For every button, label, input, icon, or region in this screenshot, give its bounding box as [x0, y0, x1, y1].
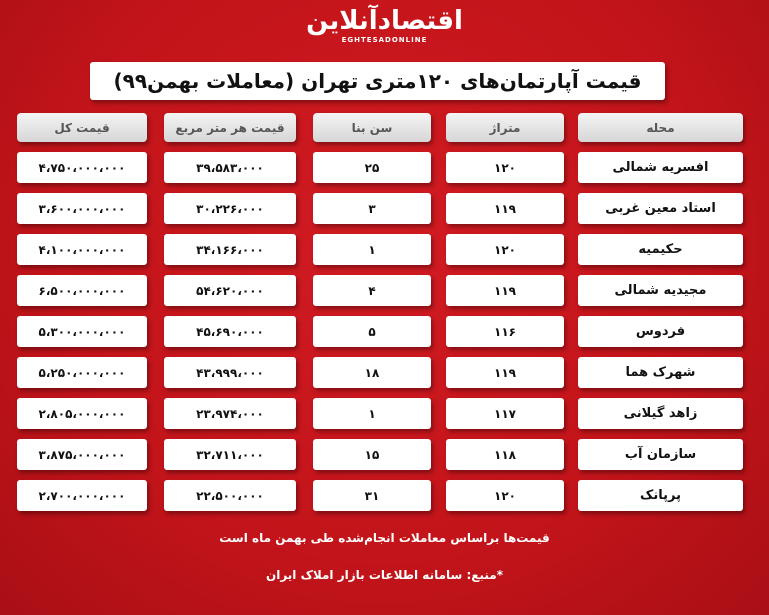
cell-area: ۱۲۰: [446, 234, 564, 265]
header-total-price: قیمت کل: [17, 113, 147, 142]
page-title: قیمت آپارتمان‌های ۱۲۰متری تهران (معاملات بهمن۹۹): [90, 62, 665, 100]
cell-total-price: ۵،۲۵۰،۰۰۰،۰۰۰: [17, 357, 147, 388]
logo-text-en: EGHTESADONLINE: [341, 36, 428, 44]
cell-area: ۱۱۹: [446, 193, 564, 224]
cell-neighborhood: فردوس: [578, 316, 743, 347]
cell-area: ۱۱۶: [446, 316, 564, 347]
cell-price-per-sqm: ۳۰،۲۲۶،۰۰۰: [164, 193, 296, 224]
cell-neighborhood: حکیمیه: [578, 234, 743, 265]
header-area: متراژ: [446, 113, 564, 142]
cell-neighborhood: استاد معین غربی: [578, 193, 743, 224]
cell-neighborhood: پرپانک: [578, 480, 743, 511]
cell-total-price: ۳،۸۷۵،۰۰۰،۰۰۰: [17, 439, 147, 470]
cell-age: ۳: [313, 193, 431, 224]
cell-area: ۱۲۰: [446, 480, 564, 511]
footnote: قیمت‌ها براساس معاملات انجام‌شده طی بهمن ماه است: [219, 531, 550, 545]
cell-age: ۲۵: [313, 152, 431, 183]
cell-age: ۴: [313, 275, 431, 306]
cell-price-per-sqm: ۳۴،۱۶۶،۰۰۰: [164, 234, 296, 265]
cell-age: ۱: [313, 234, 431, 265]
cell-total-price: ۵،۳۰۰،۰۰۰،۰۰۰: [17, 316, 147, 347]
cell-neighborhood: افسریه شمالی: [578, 152, 743, 183]
cell-price-per-sqm: ۴۳،۹۹۹،۰۰۰: [164, 357, 296, 388]
cell-area: ۱۱۹: [446, 275, 564, 306]
cell-price-per-sqm: ۲۳،۹۷۴،۰۰۰: [164, 398, 296, 429]
cell-price-per-sqm: ۳۲،۷۱۱،۰۰۰: [164, 439, 296, 470]
brand-logo: [0, 6, 769, 44]
cell-area: ۱۱۷: [446, 398, 564, 429]
cell-neighborhood: سازمان آب: [578, 439, 743, 470]
cell-total-price: ۴،۷۵۰،۰۰۰،۰۰۰: [17, 152, 147, 183]
cell-total-price: ۲،۸۰۵،۰۰۰،۰۰۰: [17, 398, 147, 429]
cell-age: ۵: [313, 316, 431, 347]
cell-total-price: ۳،۶۰۰،۰۰۰،۰۰۰: [17, 193, 147, 224]
cell-area: ۱۱۸: [446, 439, 564, 470]
cell-area: ۱۲۰: [446, 152, 564, 183]
cell-age: ۱۵: [313, 439, 431, 470]
cell-price-per-sqm: ۵۴،۶۲۰،۰۰۰: [164, 275, 296, 306]
cell-total-price: ۴،۱۰۰،۰۰۰،۰۰۰: [17, 234, 147, 265]
cell-total-price: ۶،۵۰۰،۰۰۰،۰۰۰: [17, 275, 147, 306]
header-neighborhood: محله: [578, 113, 743, 142]
cell-price-per-sqm: ۴۵،۶۹۰،۰۰۰: [164, 316, 296, 347]
source-note: *منبع: سامانه اطلاعات بازار املاک ایران: [265, 568, 504, 582]
cell-price-per-sqm: ۲۲،۵۰۰،۰۰۰: [164, 480, 296, 511]
cell-price-per-sqm: ۳۹،۵۸۳،۰۰۰: [164, 152, 296, 183]
cell-age: ۱: [313, 398, 431, 429]
cell-age: ۱۸: [313, 357, 431, 388]
cell-neighborhood: زاهد گیلانی: [578, 398, 743, 429]
cell-total-price: ۲،۷۰۰،۰۰۰،۰۰۰: [17, 480, 147, 511]
cell-age: ۳۱: [313, 480, 431, 511]
cell-neighborhood: شهرک هما: [578, 357, 743, 388]
header-age: سن بنا: [313, 113, 431, 142]
logo-text-fa: اقتصادآنلاین: [306, 6, 463, 36]
cell-area: ۱۱۹: [446, 357, 564, 388]
cell-neighborhood: مجیدیه شمالی: [578, 275, 743, 306]
header-price-per-sqm: قیمت هر متر مربع: [164, 113, 296, 142]
